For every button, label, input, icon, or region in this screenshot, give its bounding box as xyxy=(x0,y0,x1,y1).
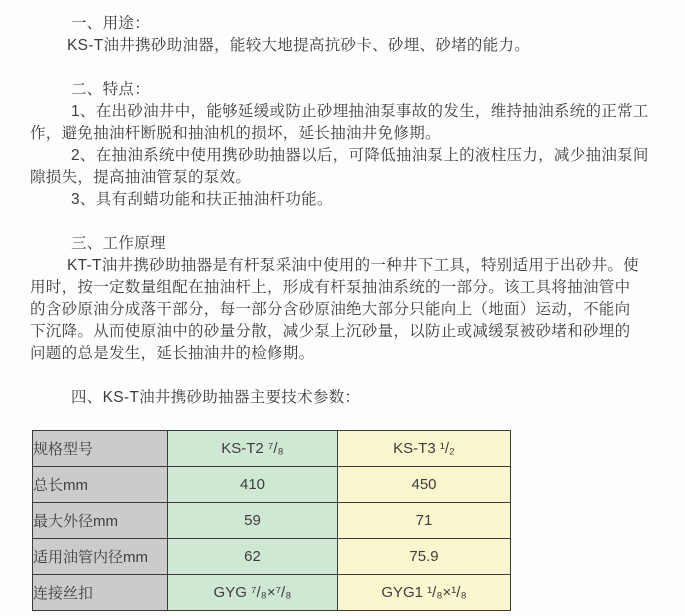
row-label: 适用油管内径mm xyxy=(33,539,168,575)
model-kst3-cell: KS-T3 ¹/₂ xyxy=(338,431,511,467)
row-label: 总长mm xyxy=(33,467,168,503)
value-cell-kst3: 75.9 xyxy=(338,539,511,575)
table-row xyxy=(33,503,511,539)
table-header-row xyxy=(33,431,511,467)
value-cell-kst3: 450 xyxy=(338,467,511,503)
section-3-heading: 三、工作原理 xyxy=(71,235,166,252)
doc-line: 用时，按一定数量组配在抽油杆上，形成有杆泵抽油系统的一部分。该工具将抽油管中 xyxy=(30,279,631,296)
doc-line: 下沉降。从而使原油中的砂量分散，减少泵上沉砂量，以防止或减缓泵被砂堵和砂埋的 xyxy=(30,323,631,340)
doc-line: 3、具有刮蜡功能和扶正抽油杆功能。 xyxy=(71,191,333,208)
section-1-heading: 一、用途： xyxy=(71,15,151,32)
value-cell-kst2: GYG ⁷/₈×⁷/₈ xyxy=(168,575,338,611)
section-4-heading: 四、KS-T油井携砂助抽器主要技术参数： xyxy=(71,389,361,406)
model-kst2-cell: KS-T2 ⁷/₈ xyxy=(168,431,338,467)
doc-line: 问题的总是发生，延长抽油井的检修期。 xyxy=(30,345,315,362)
specs-table xyxy=(32,430,511,611)
doc-line: 隙损失，提高抽油管泵的泵效。 xyxy=(30,169,252,186)
value-cell-kst2: 410 xyxy=(168,467,338,503)
table-row xyxy=(33,539,511,575)
row-label: 连接丝扣 xyxy=(33,575,168,611)
value-cell-kst3: 71 xyxy=(338,503,511,539)
value-cell-kst2: 59 xyxy=(168,503,338,539)
table-row xyxy=(33,575,511,611)
row-label: 最大外径mm xyxy=(33,503,168,539)
doc-line: 2、在抽油系统中使用携砂助抽器以后，可降低抽油泵上的液柱压力，减少抽油泵间 xyxy=(71,147,649,164)
doc-line: KT-T油井携砂助抽器是有杆泵采油中使用的一种井下工具，特别适用于出砂井。使 xyxy=(67,257,639,274)
value-cell-kst2: 62 xyxy=(168,539,338,575)
table-row xyxy=(33,467,511,503)
value-cell-kst3: GYG1 ¹/₈×¹/₈ xyxy=(338,575,511,611)
doc-line: 1、在出砂油井中，能够延缓或防止砂埋抽油泵事故的发生，维持抽油系统的正常工 xyxy=(71,103,649,120)
doc-line: KS-T油井携砂助油器，能较大地提高抗砂卡、砂埋、砂堵的能力。 xyxy=(67,37,531,54)
doc-line: 作，避免抽油杆断脱和抽油机的损坏，延长抽油井免修期。 xyxy=(30,125,441,142)
section-2-heading: 二、特点： xyxy=(71,81,151,98)
doc-line: 的含砂原油分成落干部分，每一部分含砂原油绝大部分只能向上（地面）运动，不能向 xyxy=(30,301,631,318)
row-label: 规格型号 xyxy=(33,431,168,467)
